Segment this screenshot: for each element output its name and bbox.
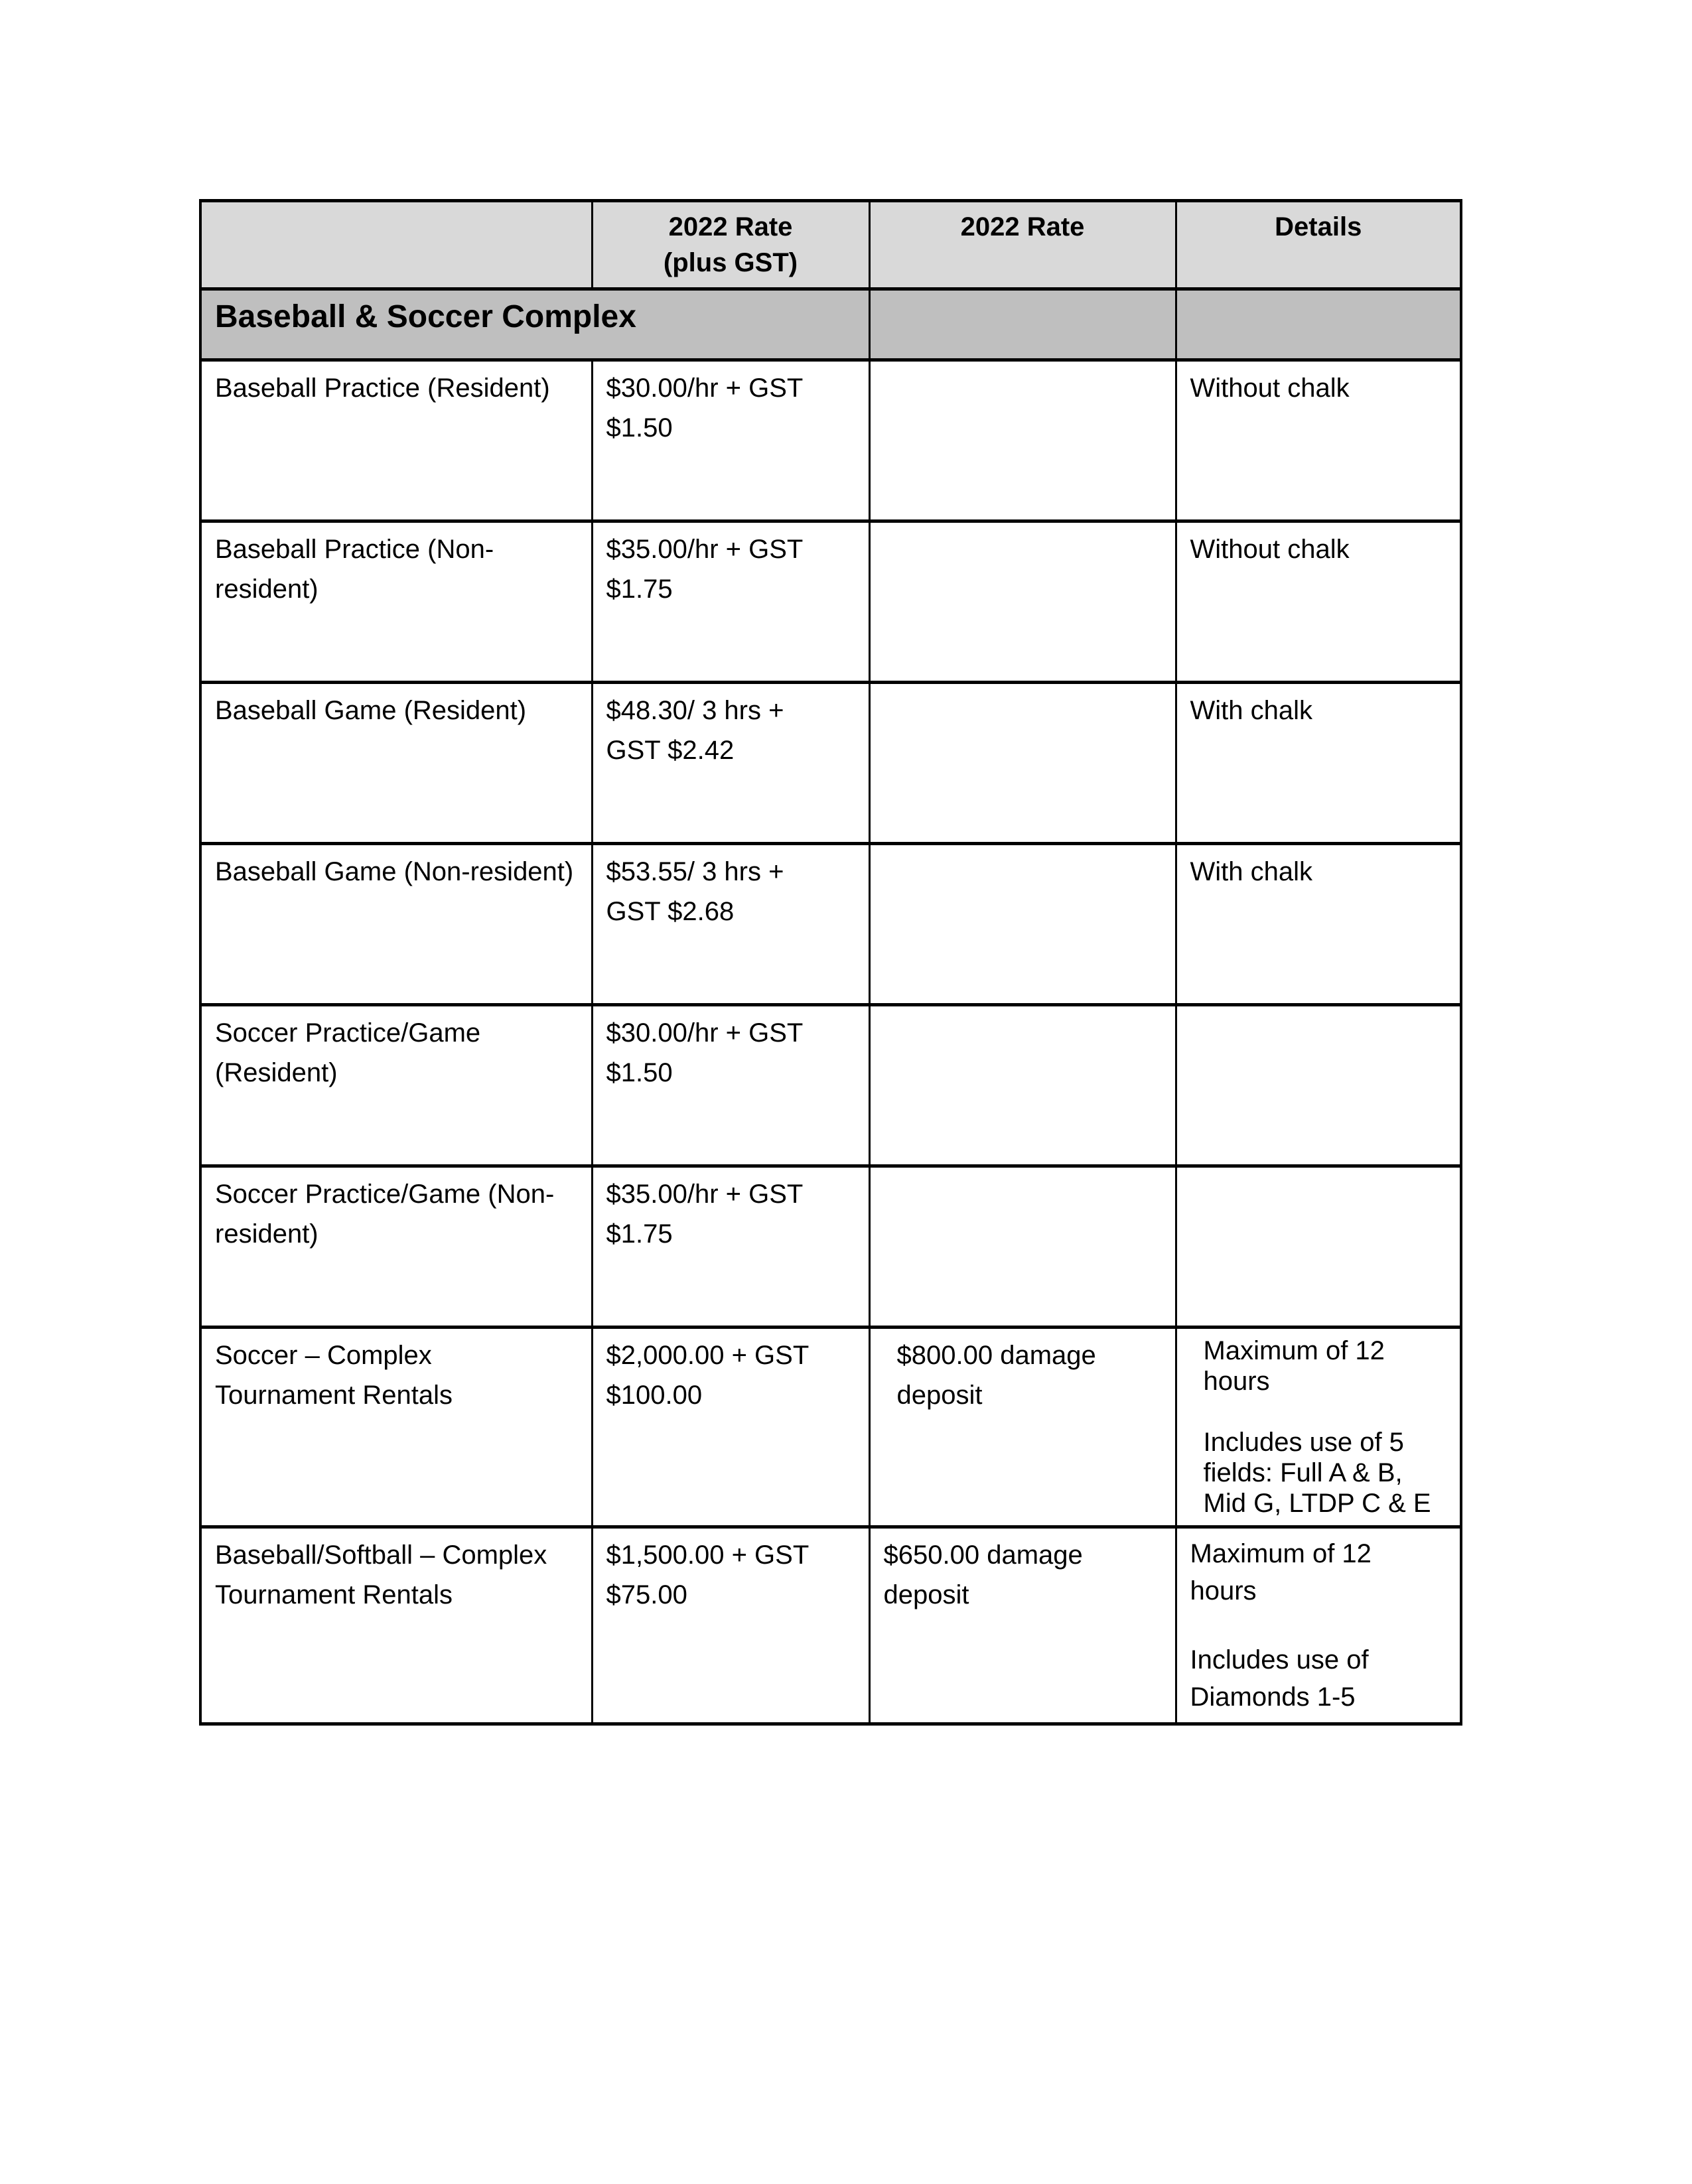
text-line: $1,500.00 + GST [606,1540,810,1570]
cell-rate-plus-gst [592,1005,869,1166]
cell-rate-deposit [869,1328,1176,1527]
text-line: Maximum of 12 [1203,1336,1385,1365]
text-line: $53.55/ 3 hrs + [606,857,784,886]
header-cell-blank [200,201,592,289]
table-row [200,360,1461,521]
section-empty-cell [1176,289,1461,360]
cell-activity [200,844,592,1005]
text-line: GST $2.42 [606,736,735,765]
text-line: $1.75 [606,1219,673,1249]
text-line: Without chalk [1190,374,1350,403]
text-line: Includes use of 5 [1203,1428,1404,1457]
cell-rate-plus-gst [592,844,869,1005]
text-line: Tournament Rentals [215,1381,453,1410]
table-row [200,521,1461,683]
text-line: $1.50 [606,413,673,443]
text-line: Maximum of 12 [1190,1539,1372,1568]
text-line: hours [1190,1576,1257,1605]
text-line: Baseball Practice (Resident) [215,374,550,403]
cell-rate-plus-gst [592,1527,869,1724]
cell-details [1176,1328,1461,1527]
section-empty-cell [869,289,1176,360]
cell-rate-deposit [869,683,1176,844]
text-line: $800.00 damage [896,1341,1096,1370]
cell-rate-deposit [869,844,1176,1005]
text-line: Mid G, LTDP C & E [1203,1489,1431,1518]
cell-details [1176,1166,1461,1328]
text-line: Baseball Game (Resident) [215,696,527,725]
table-row [200,1527,1461,1724]
text-line: $48.30/ 3 hrs + [606,696,784,725]
cell-rate-deposit [869,1527,1176,1724]
cell-activity [200,1166,592,1328]
text-line: deposit [896,1381,983,1410]
cell-details [1176,683,1461,844]
text-line: Without chalk [1190,535,1350,564]
text-line: Soccer Practice/Game (Non-resident) [215,1180,555,1249]
cell-rate-plus-gst [592,1328,869,1527]
text-line: $650.00 damage [883,1540,1083,1570]
cell-rate-deposit [869,1005,1176,1166]
table-row [200,1005,1461,1166]
cell-activity [200,1005,592,1166]
table-header-row [200,201,1461,289]
text-line: With chalk [1190,696,1312,725]
cell-activity [200,1527,592,1724]
cell-rate-plus-gst [592,360,869,521]
text-line: $30.00/hr + GST [606,1018,804,1048]
text-line: $75.00 [606,1580,687,1609]
text-line: Soccer – Complex [215,1341,432,1370]
cell-details [1176,521,1461,683]
cell-rate-deposit [869,1166,1176,1328]
text-line: deposit [883,1580,969,1609]
text-line: Baseball Game (Non-resident) [215,857,574,886]
cell-activity [200,521,592,683]
blank-line [1204,1397,1447,1427]
text-line: $1.75 [606,575,673,604]
header-cell-rate-plus-gst [592,201,869,289]
cell-rate-deposit [869,521,1176,683]
header-rate-line2: (plus GST) [663,248,798,277]
table-body [200,360,1461,1724]
text-line: $100.00 [606,1381,703,1410]
section-row [200,289,1461,360]
cell-rate-plus-gst [592,683,869,844]
cell-activity [200,360,592,521]
text-line: $1.50 [606,1058,673,1087]
header-rate-line1: 2022 Rate [668,212,793,241]
cell-rate-plus-gst [592,521,869,683]
rates-table [199,199,1462,1726]
text-line: GST $2.68 [606,897,735,926]
cell-rate-plus-gst [592,1166,869,1328]
table-row [200,1328,1461,1527]
text-line: fields: Full A & B, [1203,1458,1403,1487]
table-row [200,1166,1461,1328]
cell-details [1176,1527,1461,1724]
text-line: Baseball/Softball – Complex [215,1540,547,1570]
text-line: With chalk [1190,857,1312,886]
cell-rate-deposit [869,360,1176,521]
text-line: Baseball Practice (Non-resident) [215,535,494,604]
cell-activity [200,1328,592,1527]
header-cell-rate: 2022 Rate [869,201,1176,289]
section-title: Baseball & Soccer Complex [200,289,869,360]
text-line: $30.00/hr + GST [606,374,804,403]
text-line: hours [1203,1367,1270,1396]
text-line: Includes use of [1190,1645,1369,1674]
table-row [200,844,1461,1005]
cell-details [1176,1005,1461,1166]
cell-details [1176,360,1461,521]
text-line: $35.00/hr + GST [606,1180,804,1209]
text-line: Diamonds 1-5 [1190,1682,1356,1712]
text-line: $35.00/hr + GST [606,535,804,564]
header-cell-details: Details [1176,201,1461,289]
table-row [200,683,1461,844]
cell-details [1176,844,1461,1005]
text-line: Tournament Rentals [215,1580,453,1609]
text-line: $2,000.00 + GST [606,1341,810,1370]
cell-activity [200,683,592,844]
blank-line [1190,1609,1447,1641]
text-line: Soccer Practice/Game (Resident) [215,1018,481,1087]
